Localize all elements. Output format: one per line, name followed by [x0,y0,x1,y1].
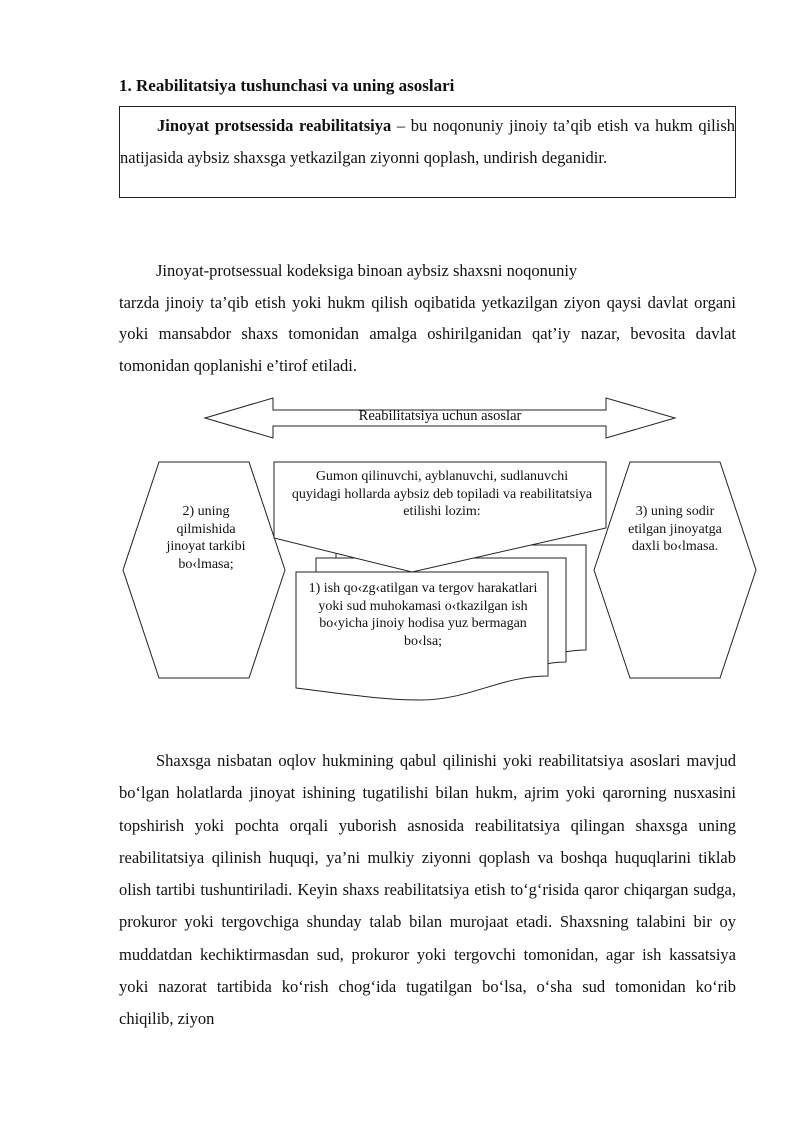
document-text: 1) ish qo‹zg‹atilgan va tergov harakatlari yoki sud muhokamasi o‹tkazilgan ish bo‹yicha jinoiy hodisa yuz bermagan bo‹lsa; [308,581,538,649]
right-hexagon-text: 3) uning sodir etilgan jinoyatga daxli bo‹lmasa. [628,504,722,554]
paragraph-1-first-line: Jinoyat-protsessual kodeksiga binoan aybsiz shaxsni noqonuniy [156,261,578,280]
paragraph-1-rest: tarzda jinoiy ta’qib etish yoki hukm qilish oqibatida yetkazilgan ziyon qaysi davlat organi yoki mansabdor shaxs tomonidan amalga oshirilganidan qat’iy nazar, bevosita davlat tomonidan qoplanishi e’tirof etiladi. [119,292,736,375]
definition-term: Jinoyat protsessida reabilitatsiya [157,116,392,135]
diagram-title: Reabilitatsiya uchun asoslar [358,408,522,424]
right-hexagon-shape [594,462,756,678]
center-box-text: Gumon qilinuvchi, ayblanuvchi, sudlanuvchi quyidagi hollarda aybsiz deb topiladi va reabilitatsiya etilishi lozim: [291,469,593,519]
paragraph-2: Shaxsga nisbatan oqlov hukmining qabul qilinishi yoki reabilitatsiya asoslari mavjud bo‘lgan holatlarda jinoyat ishining tugatilishi bilan hukm, ajrim yoki qarorning nusxasini topshirish yoki pochta orqali yuborish asnosida reabilitatsiya qilingan shaxsga uning reabilitatsiya qilinish huquqi, ya’ni mulkiy ziyonni qoplash va boshqa huquqlarini tiklab olish tartibi tushuntiriladi. Keyin shaxs reabilitatsiya etish to‘g‘risida qaror chiqargan sudga, prokuror yoki tergovchiga shunday talab bilan murojaat etadi. Shaxsning talabini bir oy muddatdan kechiktirmasdan sud, prokuror yoki tergovchi tomonidan, agar ish kassatsiya yoki nazorat tartibida ko‘rish chog‘ida tugatilgan bo‘lsa, o‘sha sud tomonidan ko‘rib chiqilib, ziyon [119,751,736,1029]
section-heading: 1. Reabilitatsiya tushunchasi va uning asoslari [119,76,455,95]
definition-text: – bu noqonuniy jinoiy ta’qib etish va hukm qilish natijasida aybsiz shaxsga yetkazilgan ziyonni qoplash, undirish deganidir. [120,116,735,167]
left-hexagon-text: 2) uning qilmishida jinoyat tarkibi bo‹lmasa; [166,504,246,572]
